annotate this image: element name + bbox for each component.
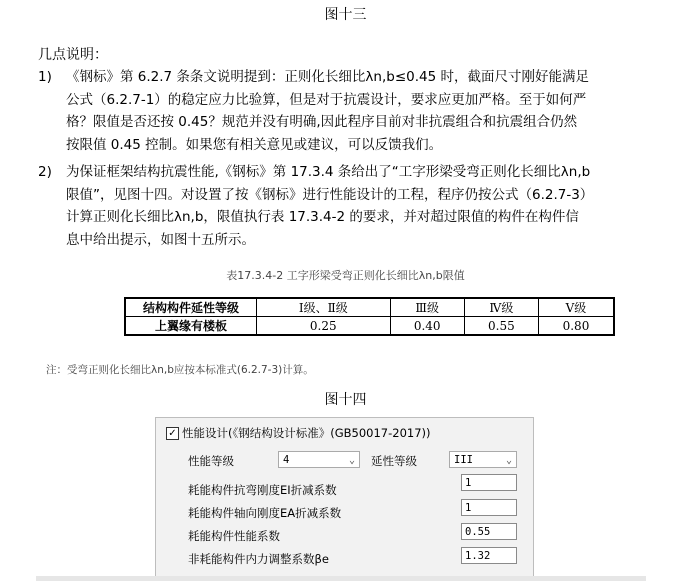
table-header-cell: 结构构件延性等级 [125, 298, 257, 317]
note-item-2-line-3: 计算正则化长细比λn,b，限值执行表 17.3.4-2 的要求，并对超过限值的构件在构件信 [66, 209, 579, 225]
slenderness-limit-table [124, 297, 615, 336]
ei-reduction-input[interactable]: 1 [461, 474, 517, 491]
ea-reduction-label: 耗能构件轴向刚度EA折减系数 [188, 506, 342, 520]
note-item-2-line-4: 息中给出提示，如图十五所示。 [66, 231, 255, 248]
note-item-1-line-4: 按限值 0.45 控制。如果您有相关意见或建议，可以反馈我们。 [66, 136, 443, 153]
note-item-2-number: 2) [38, 164, 52, 180]
table-cell: 0.80 [538, 317, 614, 336]
table-cell: 0.55 [464, 317, 538, 336]
chevron-down-icon: ⌄ [505, 455, 512, 466]
table-header-cell: Ⅰ级、Ⅱ级 [257, 298, 391, 317]
table-header-cell: Ⅲ级 [390, 298, 464, 317]
table-header-cell: Ⅳ级 [464, 298, 538, 317]
non-energy-adjust-label: 非耗能构件内力调整系数βe [188, 552, 329, 566]
ei-reduction-label: 耗能构件抗弯刚度EI折减系数 [188, 483, 337, 497]
note-item-1-number: 1) [38, 69, 52, 85]
note-item-2-line-1: 为保证框架结构抗震性能,《钢标》第 17.3.4 条给出了“工字形梁受弯正则化长细比λn,b [66, 164, 591, 180]
table-caption: 表17.3.4-2 工字形梁受弯正则化长细比λn,b限值 [226, 269, 465, 282]
ductility-level-label: 延性等级 [371, 454, 417, 468]
figure-14-title: 图十四 [324, 392, 367, 408]
table-header-cell: Ⅴ级 [538, 298, 614, 317]
table-cell: 0.25 [257, 317, 391, 336]
energy-member-performance-label: 耗能构件性能系数 [188, 529, 280, 543]
note-item-1-line-2: 公式（6.2.7-1）的稳定应力比验算，但是对于抗震设计，要求应更加严格。至于如何严 [66, 91, 587, 108]
performance-design-checkbox-row[interactable] [166, 425, 431, 441]
table-header-row [125, 298, 614, 317]
notes-heading: 几点说明： [38, 47, 108, 63]
performance-level-select[interactable] [278, 451, 360, 468]
energy-member-performance-input[interactable]: 0.55 [461, 523, 517, 540]
figure-13-title: 图十三 [324, 7, 367, 23]
bottom-divider [36, 576, 646, 581]
performance-level-value: 4 [283, 454, 290, 466]
table-row [125, 317, 614, 336]
note-item-2-line-2: 限值”，见图十四。对设置了按《钢标》进行性能设计的工程，程序仍按公式（6.2.7-3） [66, 186, 594, 203]
ea-reduction-input[interactable]: 1 [461, 499, 517, 516]
performance-design-checkbox[interactable]: ✓ [166, 427, 179, 440]
performance-design-checkbox-label: 性能设计(《钢结构设计标准》(GB50017-2017)) [182, 426, 431, 440]
note-item-1-line-1: 《钢标》第 6.2.7 条条文说明提到：正则化长细比λn,b≤0.45 时，截面尺寸刚好能满足 [66, 69, 589, 85]
non-energy-adjust-input[interactable]: 1.32 [461, 547, 517, 564]
table-note: 注：受弯正则化长细比λn,b应按本标准式(6.2.7-3)计算。 [46, 364, 314, 376]
ductility-level-select[interactable] [449, 451, 517, 468]
ductility-level-value: III [454, 454, 473, 466]
table-cell: 0.40 [390, 317, 464, 336]
note-item-1-line-3: 格？限值是否还按 0.45？规范并没有明确,因此程序目前对非抗震组合和抗震组合仍然 [66, 114, 578, 130]
chevron-down-icon: ⌄ [348, 455, 355, 466]
performance-level-label: 性能等级 [188, 454, 234, 468]
table-cell: 上翼缘有楼板 [125, 317, 257, 336]
